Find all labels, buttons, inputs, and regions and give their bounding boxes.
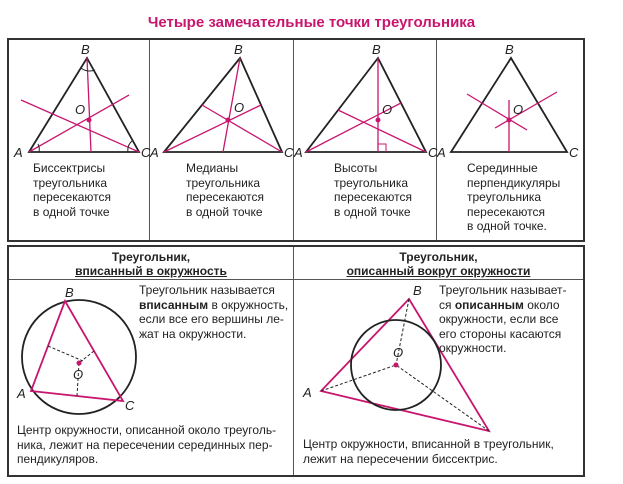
vertex-a-label: A	[294, 145, 303, 160]
triangle	[31, 301, 123, 401]
vertex-a-label: A	[303, 385, 312, 400]
perp-bisector	[79, 351, 94, 363]
median-a	[164, 105, 261, 152]
center-point	[87, 118, 92, 123]
divider	[293, 247, 294, 475]
vertex-b-label: B	[234, 42, 243, 57]
vertex-b-label: B	[81, 42, 90, 57]
perp-bisectors-caption: Серединные перпендикуляры треугольника пересекаются в одной точке.	[467, 161, 561, 233]
point-o-label: O	[75, 102, 86, 117]
perp-bisector	[48, 346, 83, 361]
vertex-c-label: C	[428, 145, 438, 160]
perp-bisector-bc	[495, 92, 557, 128]
medians-caption: Медианы треугольника пересекаются в одной точке	[186, 161, 264, 219]
center-point	[394, 363, 399, 368]
vertex-a-label: A	[14, 145, 23, 160]
vertex-c-label: C	[284, 145, 294, 160]
circumscribed-header: Треугольник, описанный вокруг окружности	[294, 247, 583, 280]
inscribed-footnote: Центр окружности, описанной около треуголь- ника, лежит на пересечении серединных пер- пендикуляров.	[17, 423, 277, 466]
point-o-label: O	[513, 102, 524, 117]
triangle	[164, 58, 282, 152]
bisectors-diagram	[9, 40, 149, 160]
point-o-label: O	[393, 345, 404, 360]
inscribed-header: Треугольник, вписанный в окружность	[9, 247, 293, 280]
point-o-label: O	[382, 102, 393, 117]
inscribed-definition: Треугольник называется вписанным в окружность, если все его вершины ле- жат на окружности.	[139, 283, 289, 341]
angle-arc	[38, 144, 39, 152]
perp-bisectors-diagram	[437, 40, 583, 160]
vertex-a-label: A	[17, 386, 26, 401]
vertex-a-label: A	[437, 145, 446, 160]
vertex-b-label: B	[65, 285, 74, 300]
bisector-b	[87, 58, 91, 152]
triangle	[306, 58, 426, 152]
vertex-b-label: B	[413, 283, 422, 298]
bisectors-caption: Биссектрисы треугольника пересекаются в одной точке	[33, 161, 111, 219]
circumscribed-definition: Треугольник называет- ся описанным около окружности, если все его стороны касаются окружности.	[439, 283, 567, 355]
inscribed-diagram	[13, 283, 153, 423]
vertex-c-label: C	[125, 398, 135, 413]
vertex-b-label: B	[505, 42, 514, 57]
center-point	[507, 118, 512, 123]
vertex-a-label: A	[150, 145, 159, 160]
center-point	[77, 361, 82, 366]
altitudes-caption: Высоты треугольника пересекаются в одной точке	[334, 161, 412, 219]
vertex-c-label: C	[141, 145, 151, 160]
angle-arc	[128, 141, 132, 152]
center-point	[376, 118, 381, 123]
circumscribed-footnote: Центр окружности, вписанной в треугольник, лежит на пересечении биссектрис.	[303, 437, 554, 466]
altitudes-diagram	[294, 40, 437, 160]
page-title: Четыре замечательные точки треугольника	[147, 14, 476, 31]
point-o-label: O	[234, 100, 245, 115]
inscribed-circumscribed-panel	[7, 245, 585, 477]
vertex-c-label: C	[569, 145, 579, 160]
center-point	[226, 118, 231, 123]
medians-diagram	[150, 40, 294, 160]
right-angle-mark	[378, 144, 386, 152]
bisector	[396, 365, 489, 431]
four-points-panel	[7, 38, 585, 242]
point-o-label: O	[73, 367, 84, 382]
vertex-b-label: B	[372, 42, 381, 57]
